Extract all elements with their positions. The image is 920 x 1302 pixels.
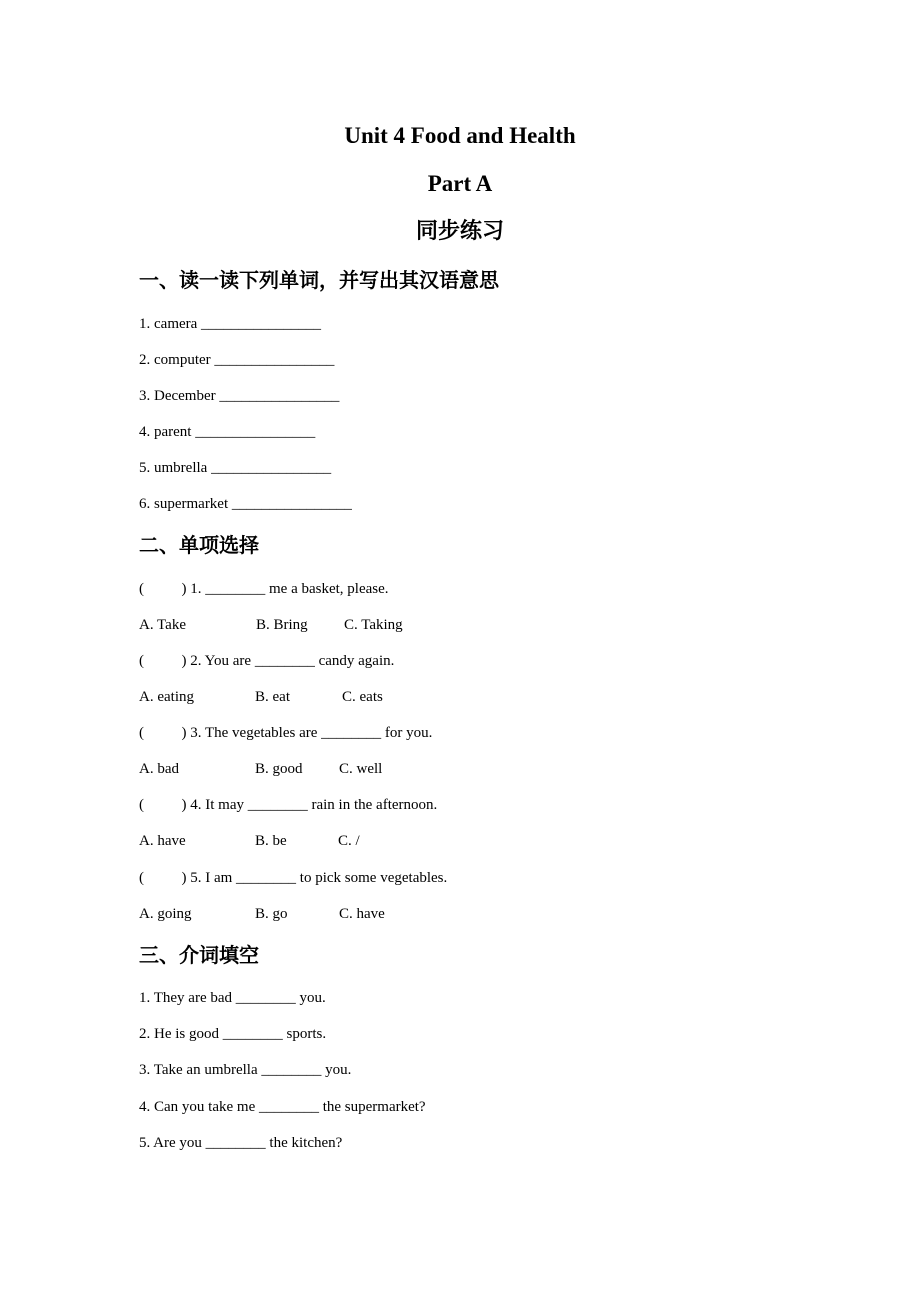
vocab-item-6: 6. supermarket ________________ bbox=[139, 496, 352, 512]
question-4-stem: ( ) 4. It may ________ rain in the afternoon. bbox=[139, 797, 438, 813]
question-4-option-c: C. / bbox=[338, 833, 360, 849]
question-5-stem: ( ) 5. I am ________ to pick some vegetables. bbox=[139, 870, 448, 886]
section-3-title: 三、介词填空 bbox=[139, 943, 259, 967]
vocab-item-3: 3. December ________________ bbox=[139, 388, 340, 404]
question-1-option-a: A. Take bbox=[139, 617, 186, 633]
document-heading: 同步练习 bbox=[415, 219, 504, 244]
question-2-stem: ( ) 2. You are ________ candy again. bbox=[139, 653, 395, 669]
question-3-option-c: C. well bbox=[339, 761, 383, 777]
question-2-option-a: A. eating bbox=[139, 689, 194, 705]
preposition-item-2: 2. He is good ________ sports. bbox=[139, 1026, 327, 1042]
question-3-option-a: A. bad bbox=[139, 761, 179, 777]
question-2-option-b: B. eat bbox=[255, 689, 290, 705]
question-5-option-a: A. going bbox=[139, 906, 192, 922]
question-3-option-b: B. good bbox=[255, 761, 303, 777]
preposition-item-4: 4. Can you take me ________ the supermarket? bbox=[139, 1099, 426, 1115]
preposition-item-5: 5. Are you ________ the kitchen? bbox=[139, 1135, 343, 1151]
question-1-stem: ( ) 1. ________ me a basket, please. bbox=[139, 581, 389, 597]
question-2-option-c: C. eats bbox=[342, 689, 383, 705]
question-1-option-b: B. Bring bbox=[256, 617, 308, 633]
section-2-title: 二、单项选择 bbox=[139, 533, 259, 557]
vocab-item-1: 1. camera ________________ bbox=[139, 316, 322, 332]
question-5-option-b: B. go bbox=[255, 906, 288, 922]
vocab-item-4: 4. parent ________________ bbox=[139, 424, 316, 440]
document-subtitle: Part A bbox=[427, 171, 493, 196]
question-4-option-a: A. have bbox=[139, 833, 186, 849]
preposition-item-1: 1. They are bad ________ you. bbox=[139, 990, 326, 1006]
vocab-item-5: 5. umbrella ________________ bbox=[139, 460, 332, 476]
preposition-item-3: 3. Take an umbrella ________ you. bbox=[139, 1062, 352, 1078]
question-1-option-c: C. Taking bbox=[344, 617, 403, 633]
question-5-option-c: C. have bbox=[339, 906, 385, 922]
section-1-title: 一、读一读下列单词，并写出其汉语意思 bbox=[139, 268, 499, 292]
vocab-item-2: 2. computer ________________ bbox=[139, 352, 335, 368]
question-3-stem: ( ) 3. The vegetables are ________ for you. bbox=[139, 725, 433, 741]
document-title: Unit 4 Food and Health bbox=[344, 123, 576, 148]
question-4-option-b: B. be bbox=[255, 833, 287, 849]
